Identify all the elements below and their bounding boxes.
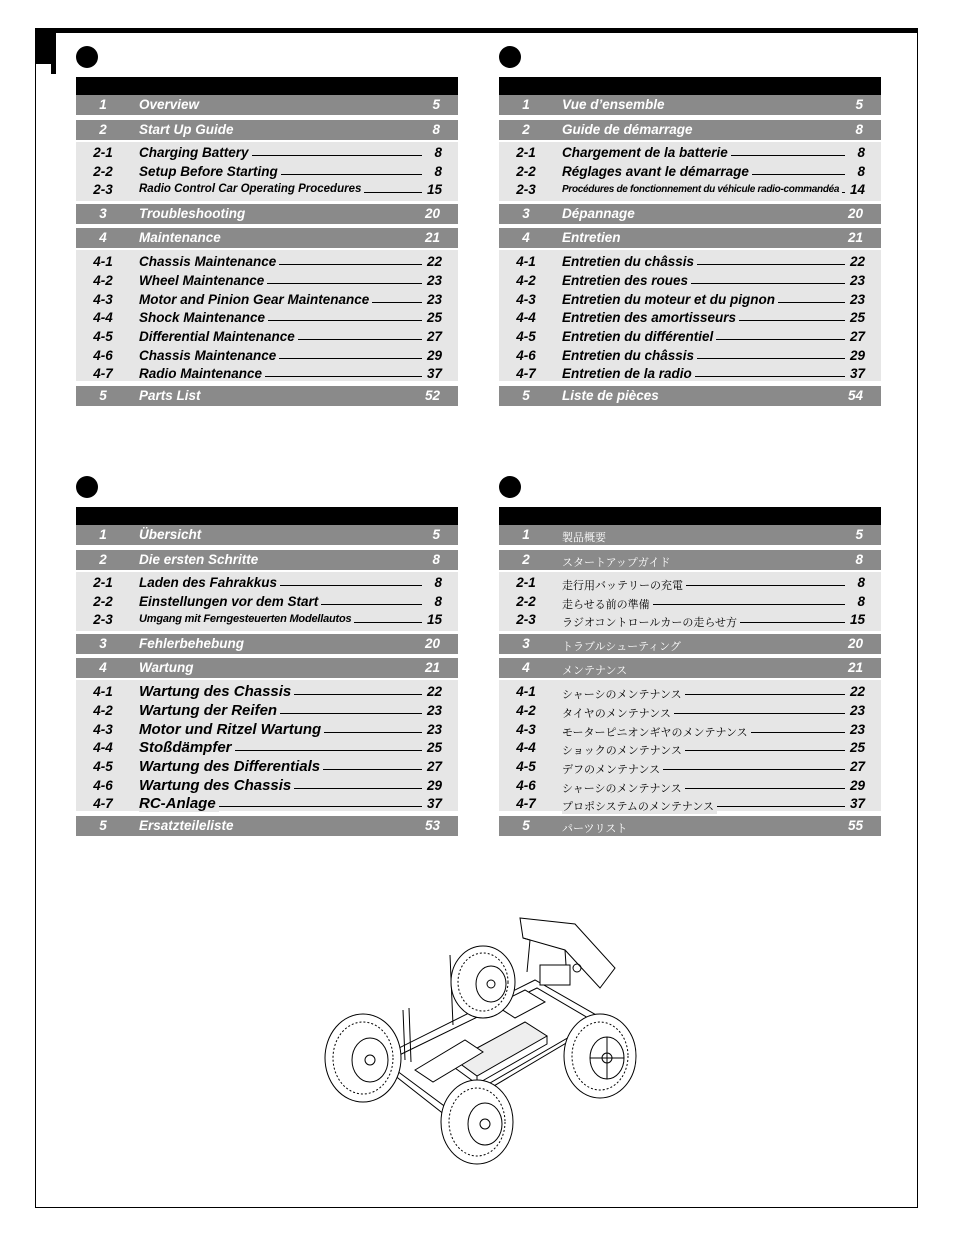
toc-subsection-block [76,250,458,381]
toc-subsection-row[interactable]: 4-1 Wartung des Chassis 22 [93,683,442,700]
toc-section-row[interactable]: 1 Overview 5 [76,95,458,115]
toc-subsection-row[interactable]: 4-3 Motor and Pinion Gear Maintenance 23 [93,292,442,307]
toc-section-row[interactable]: 3 Fehlerbehebung 20 [76,634,458,654]
toc-section-row[interactable]: 5 パーツリスト 55 [499,816,881,836]
toc-subsection-row[interactable]: 4-2 Wheel Maintenance 23 [93,273,442,288]
toc-subsection-row[interactable]: 4-5 Differential Maintenance 27 [93,329,442,344]
toc-subsection-row[interactable]: 4-4 Entretien des amortisseurs 25 [516,310,865,325]
toc-subsection-row[interactable]: 4-4 ショックのメンテナンス 25 [516,740,865,757]
toc-section-row[interactable]: 1 Übersicht 5 [76,525,458,545]
toc-subsection-row[interactable]: 4-6 Entretien du châssis 29 [516,348,865,363]
toc-subsection-row[interactable]: 2-2 Einstellungen vor dem Start 8 [93,594,442,609]
toc-subsection-row[interactable]: 4-5 Entretien du différentiel 27 [516,329,865,344]
toc-subsection-row[interactable]: 4-6 シャーシのメンテナンス 29 [516,778,865,795]
toc-subsection-block [76,572,458,631]
toc-subsection-row[interactable]: 4-7 プロポシステムのメンテナンス 37 [516,796,865,813]
toc-subsection-row[interactable]: 2-3 Procédures de fonctionnement du véhicule radio-commandéa 14 [516,182,865,197]
toc-section-row[interactable]: 4 メンテナンス 21 [499,658,881,678]
toc-subsection-row[interactable]: 4-3 モーターピニオンギヤのメンテナンス 23 [516,722,865,739]
toc-subsection-row[interactable]: 4-5 デフのメンテナンス 27 [516,759,865,776]
toc-subsection-row[interactable]: 4-2 タイヤのメンテナンス 23 [516,703,865,720]
toc-section-row[interactable]: 2 Die ersten Schritte 8 [76,550,458,570]
toc-subsection-row[interactable]: 4-7 Radio Maintenance 37 [93,366,442,381]
corner-tab [35,28,51,64]
toc-subsection-row[interactable]: 4-1 Chassis Maintenance 22 [93,254,442,269]
language-dot-icon [76,46,98,68]
toc-subsection-row[interactable]: 4-7 RC-Anlage 37 [93,795,442,812]
toc-section-row[interactable]: 4 Entretien 21 [499,228,881,248]
toc-section-row[interactable]: 3 トラブルシューティング 20 [499,634,881,654]
toc-subsection-row[interactable]: 2-1 走行用バッテリーの充電 8 [516,575,865,592]
wheel [441,1080,513,1164]
toc-subsection-row[interactable]: 2-1 Charging Battery 8 [93,145,442,160]
toc-subsection-row[interactable]: 4-4 Shock Maintenance 25 [93,310,442,325]
rc-truck-illustration [315,910,645,1172]
toc-subsection-row[interactable]: 2-3 ラジオコントロールカーの走らせ方 15 [516,612,865,629]
toc-subsection-row[interactable]: 4-2 Wartung der Reifen 23 [93,702,442,719]
toc-section-row[interactable]: 2 Start Up Guide 8 [76,120,458,140]
toc-subsection-row[interactable]: 2-2 Réglages avant le démarrage 8 [516,164,865,179]
toc-subsection-row[interactable]: 2-1 Laden des Fahrakkus 8 [93,575,442,590]
toc-section-row[interactable]: 2 スタートアップガイド 8 [499,550,881,570]
toc-subsection-row[interactable]: 4-4 Stoßdämpfer 25 [93,739,442,756]
toc-subsection-block [76,680,458,811]
toc-subsection-row[interactable]: 4-3 Entretien du moteur et du pignon 23 [516,292,865,307]
toc-section-row[interactable]: 5 Ersatzteileliste 53 [76,816,458,836]
language-dot-icon [499,476,521,498]
toc-subsection-block [499,142,881,201]
toc-subsection-row[interactable]: 2-3 Radio Control Car Operating Procedures 15 [93,182,442,197]
toc-section-row[interactable]: 1 Vue d’ensemble 5 [499,95,881,115]
toc-subsection-row[interactable]: 4-5 Wartung des Differentials 27 [93,758,442,775]
toc-section-row[interactable]: 3 Troubleshooting 20 [76,204,458,224]
wheel [325,1014,401,1102]
toc-subsection-row[interactable]: 2-2 走らせる前の準備 8 [516,594,865,611]
toc-subsection-row[interactable]: 4-2 Entretien des roues 23 [516,273,865,288]
toc-header-bar [499,77,881,96]
wheel [451,946,515,1018]
toc-subsection-block [499,572,881,631]
toc-subsection-row[interactable]: 2-1 Chargement de la batterie 8 [516,145,865,160]
toc-section-row[interactable]: 5 Liste de pièces 54 [499,386,881,406]
toc-section-row[interactable]: 2 Guide de démarrage 8 [499,120,881,140]
toc-section-row[interactable]: 4 Wartung 21 [76,658,458,678]
toc-section-row[interactable]: 4 Maintenance 21 [76,228,458,248]
toc-subsection-row[interactable]: 4-6 Wartung des Chassis 29 [93,777,442,794]
language-dot-icon [499,46,521,68]
toc-section-row[interactable]: 5 Parts List 52 [76,386,458,406]
toc-subsection-row[interactable]: 4-6 Chassis Maintenance 29 [93,348,442,363]
toc-section-row[interactable]: 1 製品概要 5 [499,525,881,545]
toc-subsection-block [499,250,881,381]
toc-subsection-row[interactable]: 4-1 シャーシのメンテナンス 22 [516,684,865,701]
toc-section-row[interactable]: 3 Dépannage 20 [499,204,881,224]
toc-subsection-row[interactable]: 4-3 Motor und Ritzel Wartung 23 [93,721,442,738]
toc-subsection-block [76,142,458,201]
toc-header-bar [76,77,458,96]
language-dot-icon [76,476,98,498]
toc-subsection-row[interactable]: 2-3 Umgang mit Ferngesteuerten Modellautos 15 [93,612,442,627]
toc-header-bar [499,507,881,526]
toc-subsection-row[interactable]: 2-2 Setup Before Starting 8 [93,164,442,179]
toc-subsection-block [499,680,881,811]
toc-subsection-row[interactable]: 4-7 Entretien de la radio 37 [516,366,865,381]
wheel [564,1014,636,1098]
toc-subsection-row[interactable]: 4-1 Entretien du châssis 22 [516,254,865,269]
toc-header-bar [76,507,458,526]
